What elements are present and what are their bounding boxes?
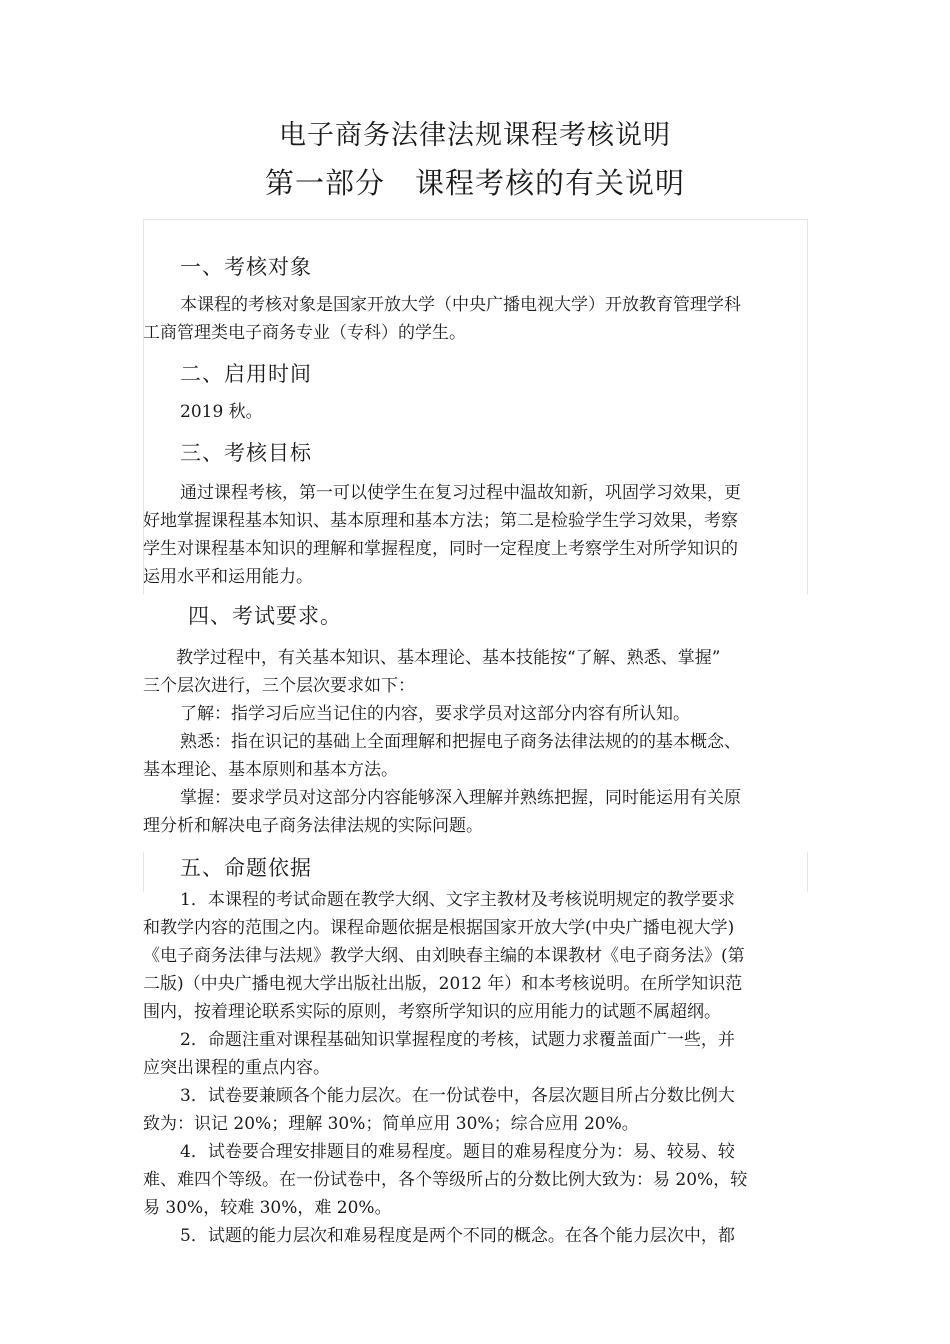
body-line: 2．命题注重对课程基础知识掌握程度的考核，试题力求覆盖面广一些，并 [180, 1030, 735, 1050]
body-line: 理分析和解决电子商务法律法规的实际问题。 [143, 816, 483, 836]
body-line: 3．试卷要兼顾各个能力层次。在一份试卷中，各层次题目所占分数比例大 [180, 1086, 735, 1106]
body-line: 致为：识记 20%；理解 30%；简单应用 30%；综合应用 20%。 [143, 1114, 639, 1134]
section-heading-5: 五、命题依据 [180, 856, 312, 880]
body-line: 围内，按着理论联系实际的原则，考察所学知识的应用能力的试题不属超纲。 [143, 1002, 721, 1022]
body-line: 好地掌握课程基本知识、基本原理和基本方法；第二是检验学生学习效果，考察 [143, 511, 738, 531]
section-body-3 [143, 479, 807, 591]
section-heading-3: 三、考核目标 [180, 441, 312, 465]
body-line: 本课程的考核对象是国家开放大学（中央广播电视大学）开放教育管理学科 [180, 295, 741, 315]
section-body-5 [143, 886, 807, 1250]
body-line: 通过课程考核，第一可以使学生在复习过程中温故知新，巩固学习效果，更 [180, 483, 741, 503]
body-line: 工商管理类电子商务专业（专科）的学生。 [143, 323, 466, 343]
body-line: 三个层次进行，三个层次要求如下： [143, 676, 415, 696]
section-body-2 [143, 398, 807, 426]
section-heading-2: 二、启用时间 [180, 362, 312, 386]
body-line: 和教学内容的范围之内。课程命题依据是根据国家开放大学(中央广播电视大学) [143, 918, 735, 938]
body-line: 教学过程中，有关基本知识、基本理论、基本技能按“了解、熟悉、掌握” [176, 648, 721, 668]
body-line: 二版)（中央广播电视大学出版社出版，2012 年）和本考核说明。在所学知识范 [143, 974, 743, 994]
body-line: 应突出课程的重点内容。 [143, 1058, 330, 1078]
body-line: 学生对课程基本知识的理解和掌握程度，同时一定程度上考察学生对所学知识的 [143, 539, 738, 559]
section-heading-1: 一、考核对象 [180, 255, 312, 279]
section-heading-4: 四、考试要求。 [188, 604, 342, 628]
body-line: 掌握：要求学员对这部分内容能够深入理解并熟练把握，同时能运用有关原 [180, 788, 741, 808]
frame-line-right [807, 219, 808, 594]
frame-line-right-lower [807, 852, 808, 892]
body-line: 熟悉：指在识记的基础上全面理解和把握电子商务法律法规的的基本概念、 [180, 732, 741, 752]
body-line: 运用水平和运用能力。 [143, 567, 313, 587]
section-body-1 [143, 291, 807, 347]
body-line: 2019 秋。 [180, 402, 263, 422]
body-line: 难、难四个等级。在一份试卷中，各个等级所占的分数比例大致为：易 20%，较 [143, 1170, 748, 1190]
body-line: 5．试题的能力层次和难易程度是两个不同的概念。在各个能力层次中，都 [180, 1226, 735, 1246]
body-line: 基本理论、基本原则和基本方法。 [143, 760, 398, 780]
body-line: 了解：指学习后应当记住的内容，要求学员对这部分内容有所认知。 [180, 704, 690, 724]
document-subtitle: 第一部分 课程考核的有关说明 [264, 166, 685, 200]
frame-line-top [143, 219, 808, 220]
body-line: 1．本课程的考试命题在教学大纲、文字主教材及考核说明规定的教学要求 [180, 890, 735, 910]
body-line: 4．试卷要合理安排题目的难易程度。题目的难易程度分为：易、较易、较 [180, 1142, 735, 1162]
document-title: 电子商务法律法规课程考核说明 [279, 120, 671, 151]
body-line: 易 30%，较难 30%，难 20%。 [143, 1198, 392, 1218]
section-body-4 [143, 644, 807, 840]
body-line: 《电子商务法律与法规》教学大纲、由刘映春主编的本课教材《电子商务法》(第 [143, 946, 745, 966]
